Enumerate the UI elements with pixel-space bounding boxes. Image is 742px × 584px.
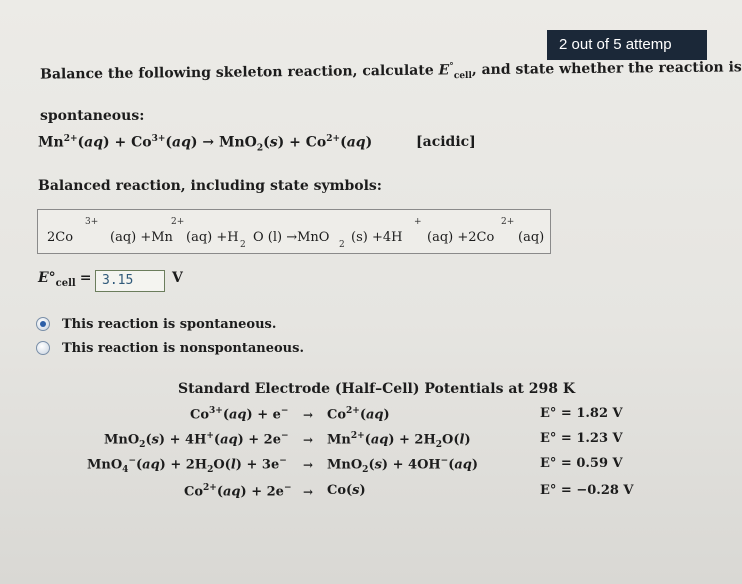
eq-term: (aq) +H bbox=[186, 230, 239, 245]
potential-value: E° = 1.23 V bbox=[540, 431, 623, 446]
half-reaction-left: $Co^{2+}(aq) + 2e^-$ bbox=[184, 483, 292, 500]
half-reaction-left: $MnO_4^-(aq) + 2H_2O(l) + 3e^-$ bbox=[87, 456, 287, 475]
balanced-reaction-label: Balanced reaction, including state symbols: bbox=[38, 178, 382, 194]
potential-value: E° = 0.59 V bbox=[540, 456, 623, 471]
option-label: This reaction is nonspontaneous. bbox=[62, 340, 304, 356]
radio-unselected[interactable] bbox=[36, 341, 50, 355]
arrow-icon: → bbox=[303, 458, 314, 472]
radio-selected[interactable] bbox=[36, 317, 50, 331]
potential-value: E° = 1.82 V bbox=[540, 406, 623, 421]
ecell-equals: = bbox=[79, 270, 92, 286]
eq-term: (aq) +2Co bbox=[427, 230, 495, 245]
potential-value: E° = −0.28 V bbox=[540, 483, 634, 498]
ecell-subscript: cell bbox=[55, 277, 76, 289]
potentials-table-title: Standard Electrode (Half–Cell) Potentials at 298 K bbox=[178, 381, 575, 397]
eq-term: 2Co bbox=[47, 230, 74, 245]
question-text: Balance the following skeleton reaction, calculate bbox=[40, 62, 439, 83]
half-reaction-left: $Co^{3+}(aq) + e^-$ bbox=[190, 406, 289, 423]
eq-term: (aq) bbox=[518, 230, 545, 245]
half-reaction-right: $Co^{2+}(aq)$ bbox=[327, 406, 390, 423]
eq-charge: 2+ bbox=[171, 217, 185, 227]
option-nonspontaneous[interactable] bbox=[36, 338, 304, 358]
eq-subscript: 2 bbox=[339, 240, 345, 250]
arrow-icon: → bbox=[303, 408, 314, 422]
eq-subscript: 2 bbox=[240, 240, 246, 250]
eq-term: O (l) →MnO bbox=[253, 230, 330, 245]
e-symbol: E bbox=[438, 62, 450, 79]
eq-charge: 2+ bbox=[501, 217, 515, 227]
question-text-end: and state whether the reaction is bbox=[476, 59, 742, 79]
eq-charge: 3+ bbox=[85, 217, 99, 227]
acidic-label: [acidic] bbox=[416, 134, 476, 150]
option-spontaneous[interactable] bbox=[36, 314, 276, 334]
half-reaction-right: $Mn^{2+}(aq) + 2H_2O(l)$ bbox=[327, 431, 471, 450]
eq-term: (s) +4H bbox=[351, 230, 403, 245]
skeleton-reaction: $Mn^{2+}(aq) + Co^{3+}(aq) \to MnO_2(s) + Co^{2+}(aq)$ bbox=[38, 134, 373, 154]
question-line-1: Balance the following skeleton reaction, calculate $E^\circ_{cell}$, and state whether the reaction is bbox=[40, 59, 742, 83]
option-label: This reaction is spontaneous. bbox=[62, 316, 277, 332]
eq-charge: + bbox=[414, 217, 422, 227]
question-line-2: spontaneous: bbox=[40, 108, 145, 124]
half-reaction-right: MnO$_2$(s) + 4OH−(aq) bbox=[327, 456, 479, 475]
half-reaction-right: Co(s) bbox=[327, 483, 366, 498]
eq-term: (aq) +Mn bbox=[110, 230, 173, 245]
arrow-icon: → bbox=[303, 485, 314, 499]
arrow-icon: → bbox=[303, 433, 314, 447]
ecell-input[interactable]: 3.15 bbox=[95, 270, 165, 292]
half-reaction-left: MnO$_2$(s) + 4H+(aq) + 2e− bbox=[104, 431, 289, 450]
e-subscript: cell bbox=[453, 70, 472, 82]
ecell-unit: V bbox=[172, 270, 183, 286]
balanced-equation-answer[interactable] bbox=[37, 209, 551, 254]
ecell-label bbox=[38, 270, 91, 289]
ecell-symbol: E° bbox=[38, 270, 56, 286]
attempts-counter: 2 out of 5 attemp bbox=[547, 30, 707, 60]
